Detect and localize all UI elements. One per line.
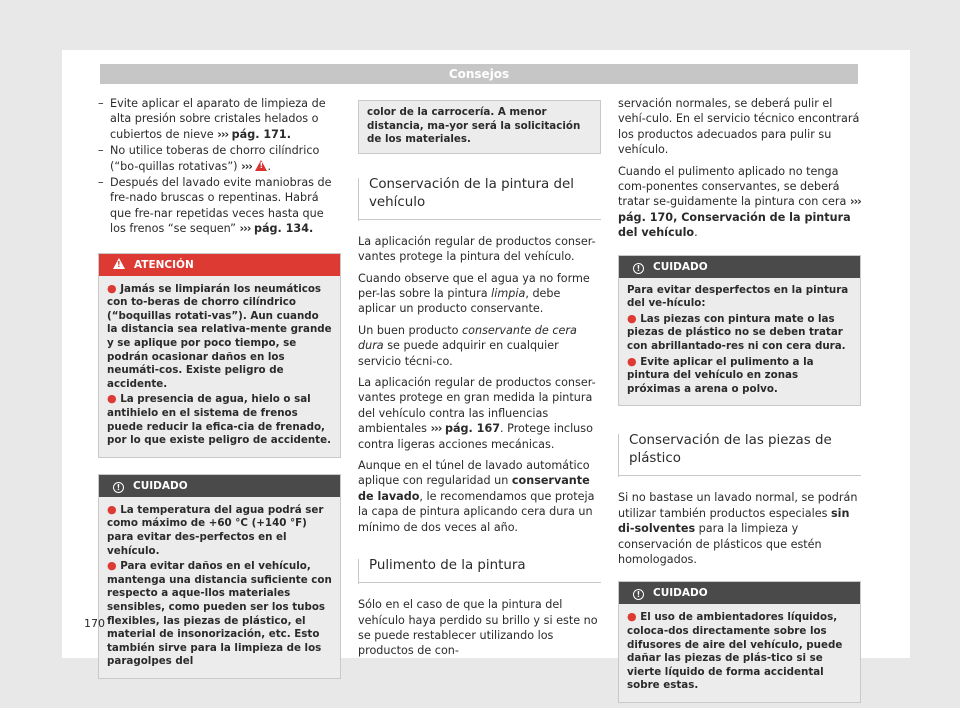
warning-box: [98, 253, 341, 458]
section-title: Pulimento de la pintura: [358, 557, 601, 583]
bullet-item: ● Jamás se limpiarán los neumáticos con to-beras de chorro cilíndrico (“boquillas rotati-vas”). Aun cuando la distancia sea relativa-mente grande y se aplique por poco tiempo, se podrán ocasionar daños en los neumáti-cos. Existe peligro de accidente.: [107, 281, 332, 390]
link-arrow[interactable]: ›››: [239, 222, 251, 236]
list-item: – Evite aplicar el aparato de limpieza de alta presión sobre cristales helados o cubiertos de nieve ››› pág. 171.: [98, 96, 341, 142]
paragraph: Sólo en el caso de que la pintura del vehículo haya perdido su brillo y si este no se puede restablecer utilizando los productos de con-: [358, 598, 598, 658]
column-2: [358, 100, 601, 665]
warning-triangle-icon[interactable]: [255, 160, 267, 171]
info-circle-icon: !: [113, 482, 124, 493]
link-arrow[interactable]: ›››: [217, 127, 229, 141]
bullet-item: ● El uso de ambientadores líquidos, coloca-dos directamente sobre los difusores de aire del vehículo, puede dañar las piezas de plás-tico si se vierte líquido de forma accidental sobre estas.: [627, 610, 843, 692]
info-circle-icon: !: [633, 589, 644, 600]
page-link[interactable]: pág. 171: [231, 127, 287, 141]
caution-box: [618, 255, 861, 407]
bullet-item: ● La temperatura del agua podrá ser como máximo de +60 °C (+140 °F) para evitar des-perfectos en el vehículo.: [107, 502, 324, 557]
section-title: Conservación de la pintura del vehículo: [358, 176, 601, 220]
page-link[interactable]: pág. 167: [444, 422, 501, 436]
paragraph: La aplicación regular de productos conser-vantes protege en gran medida la pintura del vehículo contra las influencias ambientales ››› pág. 167. Protege incluso contra ligeras acciones mecánicas.: [358, 376, 596, 451]
paragraph: Cuando el pulimento aplicado no tenga com-ponentes conservantes, se deberá tratar se-guidamente la pintura con cera ››› pág. 170, Conservación de la pintura del vehículo.: [618, 164, 861, 240]
bullet-item: ● La presencia de agua, hielo o sal antihielo en el sistema de frenos puede reducir la efica-cia de frenado, por lo que existe peligro de accidente.: [107, 392, 331, 447]
paragraph: Cuando observe que el agua ya no forme per-las sobre la pintura limpia, debe aplicar un producto conservante.: [358, 271, 590, 316]
warning-box-body: [99, 276, 340, 457]
caution-box-header: ! CUIDADO: [619, 256, 860, 278]
link-arrow[interactable]: ›››: [849, 195, 861, 209]
caution-box-header: ! CUIDADO: [99, 475, 340, 497]
paragraph: Si no bastase un lavado normal, se podrán utilizar también productos especiales sin di-solventes para la limpieza y conservación de plásticos que estén homologados.: [618, 491, 858, 567]
caution-box-header: ! CUIDADO: [619, 582, 860, 604]
caution-box-body: [99, 497, 340, 678]
warning-triangle-icon: [113, 258, 125, 269]
bullet-item: ● Las piezas con pintura mate o las piezas de plástico no se deben tratar con abrillantado-res ni con cera dura.: [627, 311, 846, 353]
column-1: [98, 96, 341, 679]
link-arrow[interactable]: ›››: [430, 422, 442, 436]
page-number: 170: [84, 617, 105, 630]
page-link[interactable]: pág. 134: [253, 222, 310, 236]
list-item: – No utilice toberas de chorro cilíndrico (“bo-quillas rotativas”) ››› ! .: [98, 143, 341, 174]
dash-list: [98, 96, 341, 237]
caution-box: [618, 581, 861, 703]
paragraph: servación normales, se deberá pulir el vehí-culo. En el servicio técnico encontrará los productos adecuados para pulir su vehículo.: [618, 97, 860, 157]
chapter-header: Consejos: [100, 64, 858, 84]
bullet-item: ● Evite aplicar el pulimento a la pintura del vehículo en zonas próximas a arena o polvo.: [627, 354, 814, 395]
column-3: [618, 96, 861, 703]
section-title: Conservación de las piezas de plástico: [618, 432, 861, 476]
caution-box: [98, 474, 341, 679]
caution-box-continuation: color de la carrocería. A menor distancia, ma-yor será la solicitación de los materiales.: [358, 100, 601, 154]
paragraph: Un buen producto conservante de cera dura se puede adquirir en cualquier servicio técni-co.: [358, 323, 577, 368]
caution-box-body: [619, 278, 860, 406]
box-lead: Para evitar desperfectos en la pintura del ve-hículo:: [627, 283, 849, 310]
warning-box-header: !ATENCIÓN: [99, 254, 340, 276]
link-arrow[interactable]: ›››: [241, 159, 252, 173]
list-item: – Después del lavado evite maniobras de fre-nado bruscas o repentinas. Habrá que fre-nar repetidas veces hasta que los frenos “se sequen” ››› pág. 134.: [98, 175, 341, 237]
info-circle-icon: !: [633, 263, 644, 274]
paragraph: La aplicación regular de productos conser-vantes protege la pintura del vehículo.: [358, 234, 596, 264]
paragraph: Aunque en el túnel de lavado automático aplique con regularidad un conservante de lavado, le recomendamos que proteja la capa de pintura aplicando cera dura un mínimo de dos veces al año.: [358, 459, 595, 534]
caution-box-body: [619, 604, 860, 702]
bullet-item: ● Para evitar daños en el vehículo, mantenga una distancia suficiente con respecto a aque-llos materiales sensibles, como pueden ser los tubos flexibles, las piezas de plástico, el material de insonorización, etc. Esto también sirve para la limpieza de los paragolpes del: [107, 559, 332, 668]
page-link[interactable]: pág. 170, Conservación de la pintura del vehículo: [618, 210, 851, 240]
